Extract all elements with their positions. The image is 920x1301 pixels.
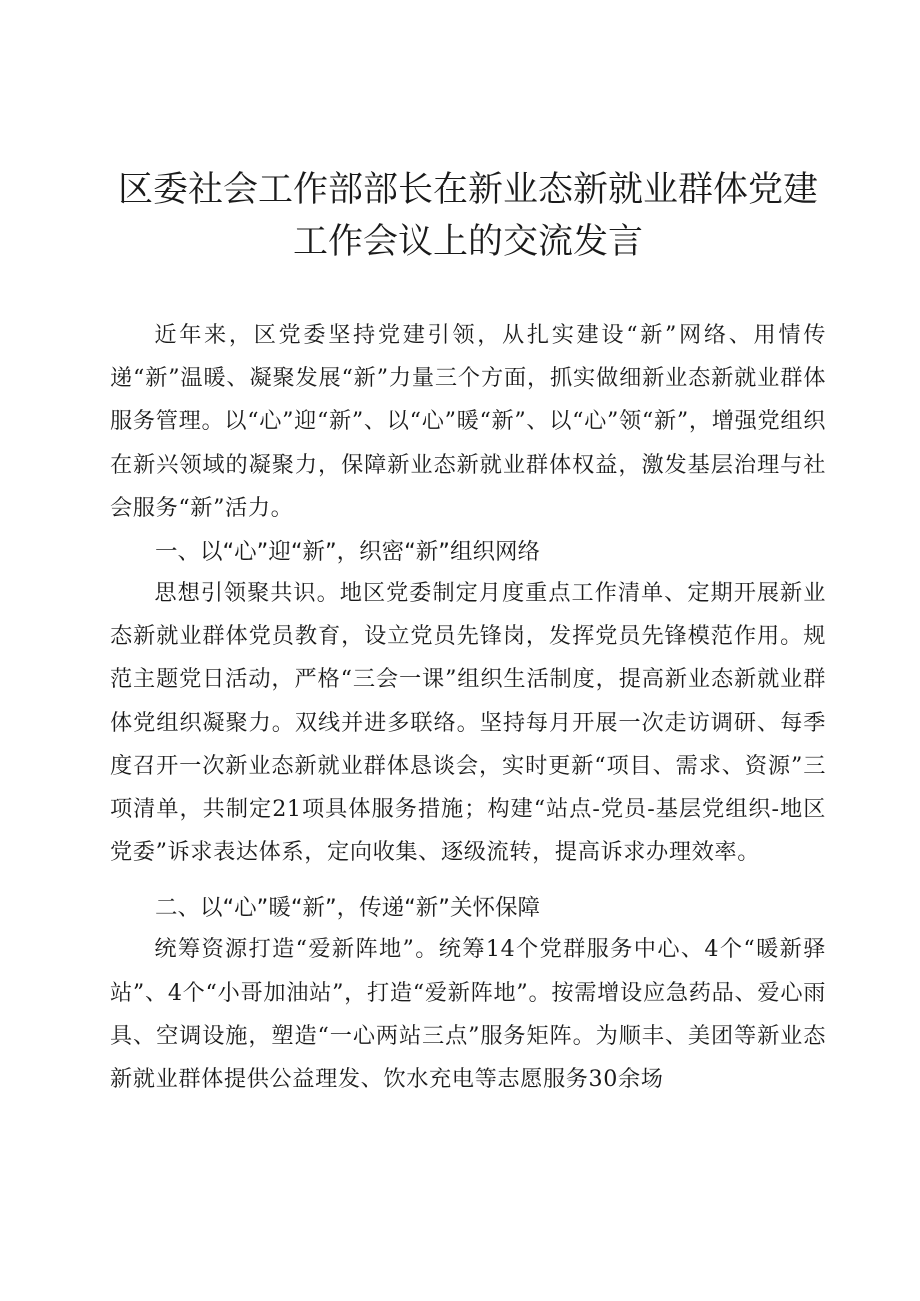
intro-paragraph: 近年来，区党委坚持党建引领，从扎实建设“新”网络、用情传递“新”温暖、凝聚发展“新”力量三个方面，抓实做细新业态新就业群体服务管理。以“心”迎“新”、以“心”暖“新”、以“心”领“新”，增强党组织在新兴领域的凝聚力，保障新业态新就业群体权益，激发基层治理与社会服务“新”活力。 [110, 322, 826, 521]
section-2-paragraph: 统筹资源打造“爱新阵地”。统筹14个党群服务中心、4个“暖新驿站”、4个“小哥加油站”，打造“爱新阵地”。按需增设应急药品、爱心雨具、空调设施，塑造“一心两站三点”服务矩阵。为顺丰、美团等新业态新就业群体提供公益理发、饮水充电等志愿服务30余场 [110, 936, 826, 1093]
section-1-heading: 一、以“心”迎“新”，织密“新”组织网络 [155, 539, 540, 566]
document-title [110, 0, 826, 268]
title-line-1: 区委社会工作部部长在新业态新就业群体党建 [117, 170, 818, 210]
document-body [110, 314, 826, 1101]
section-1-paragraph: 思想引领聚共识。地区党委制定月度重点工作清单、定期开展新业态新就业群体党员教育，设立党员先锋岗，发挥党员先锋模范作用。规范主题党日活动，严格“三会一课”组织生活制度，提高新业态新就业群体党组织凝聚力。双线并进多联络。坚持每月开展一次走访调研、每季度召开一次新业态新就业群体恳谈会，实时更新“项目、需求、资源”三项清单，共制定21项具体服务措施；构建“站点-党员-基层党组织-地区党委”诉求表达体系，定向收集、逐级流转，提高诉求办理效率。 [110, 580, 826, 866]
title-line-2: 工作会议上的交流发言 [292, 222, 643, 262]
section-2-heading: 二、以“心”暖“新”，传递“新”关怀保障 [155, 895, 540, 922]
